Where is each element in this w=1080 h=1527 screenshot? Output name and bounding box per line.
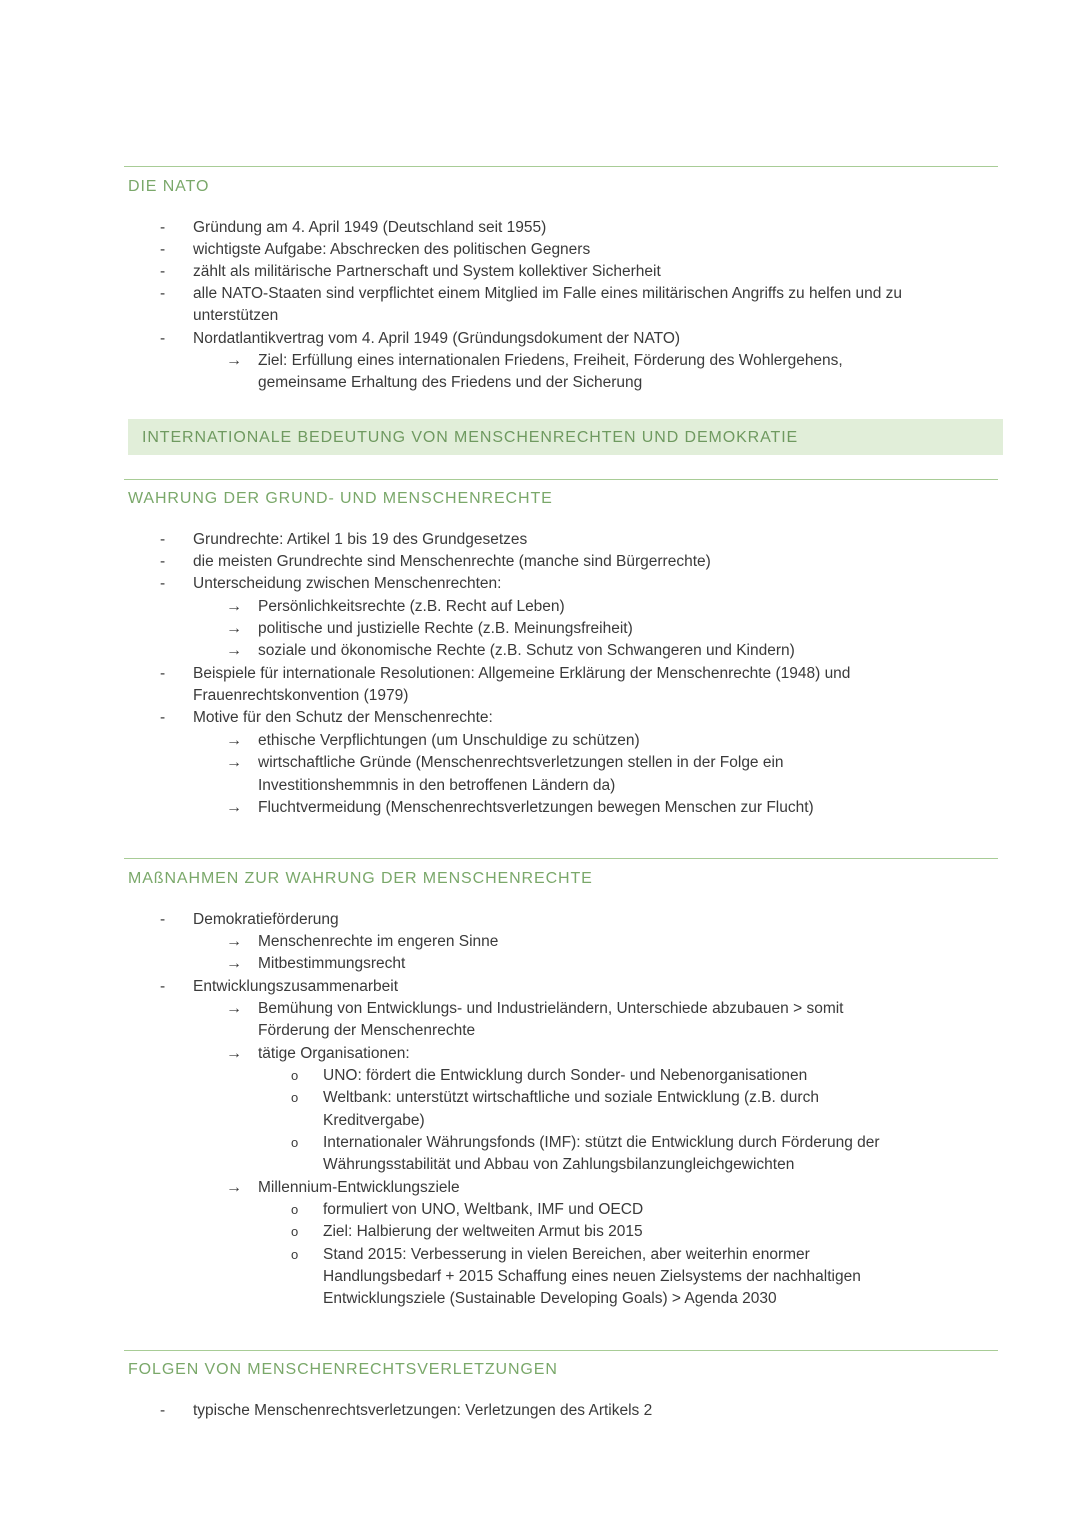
sub-item: Millennium-Entwicklungsziele xyxy=(258,1179,460,1196)
dash-marker: - xyxy=(160,553,166,570)
sub-item: Mitbestimmungsrecht xyxy=(258,955,406,972)
list-item: die meisten Grundrechte sind Menschenrechte (manche sind Bürgerrechte) xyxy=(193,553,711,570)
list-item: alle NATO-Staaten sind verpflichtet einem Mitglied im Falle eines militärischen Angriffs zu helfen und zu xyxy=(193,285,903,302)
list-item: Motive für den Schutz der Menschenrechte: xyxy=(193,709,493,726)
list-item: Entwicklungszusammenarbeit xyxy=(193,978,399,995)
dash-marker: - xyxy=(160,285,166,302)
list-item: wichtigste Aufgabe: Abschrecken des politischen Gegners xyxy=(193,241,591,258)
dash-marker: - xyxy=(160,263,166,280)
circle-bullet: o xyxy=(291,1090,299,1105)
heading-wahrung: WAHRUNG DER GRUND- UND MENSCHENRECHTE xyxy=(128,490,553,507)
sub-sub-item-continuation: Handlungsbedarf + 2015 Schaffung eines neuen Zielsystems der nachhaltigen xyxy=(323,1268,861,1285)
sub-item: Menschenrechte im engeren Sinne xyxy=(258,933,499,950)
dash-marker: - xyxy=(160,911,166,928)
arrow-icon: → xyxy=(226,620,242,637)
sub-item: Fluchtvermeidung (Menschenrechtsverletzungen bewegen Menschen zur Flucht) xyxy=(258,799,814,816)
sub-sub-item: Weltbank: unterstützt wirtschaftliche und soziale Entwicklung (z.B. durch xyxy=(323,1089,819,1106)
dash-marker: - xyxy=(160,709,166,726)
dash-marker: - xyxy=(160,531,166,548)
list-item: Demokratieförderung xyxy=(193,911,339,928)
dash-marker: - xyxy=(160,575,166,592)
arrow-icon: → xyxy=(226,598,242,615)
sub-item: Persönlichkeitsrechte (z.B. Recht auf Leben) xyxy=(258,598,565,615)
sub-item: Ziel: Erfüllung eines internationalen Friedens, Freiheit, Förderung des Wohlergehens, xyxy=(258,352,843,369)
arrow-icon: → xyxy=(226,933,242,950)
dash-marker: - xyxy=(160,978,166,995)
arrow-icon: → xyxy=(226,1179,242,1196)
list-item: Beispiele für internationale Resolutionen: Allgemeine Erklärung der Menschenrechte (1948) und xyxy=(193,665,851,682)
arrow-icon: → xyxy=(226,799,242,816)
list-item: Gründung am 4. April 1949 (Deutschland seit 1955) xyxy=(193,219,547,236)
section-divider xyxy=(124,858,998,859)
sub-item: politische und justizielle Rechte (z.B. Meinungsfreiheit) xyxy=(258,620,633,637)
section-divider xyxy=(124,479,998,480)
list-item: typische Menschenrechtsverletzungen: Verletzungen des Artikels 2 xyxy=(193,1402,653,1419)
sub-sub-item: Stand 2015: Verbesserung in vielen Bereichen, aber weiterhin enormer xyxy=(323,1246,810,1263)
heading-massnahmen: MAßNAHMEN ZUR WAHRUNG DER MENSCHENRECHTE xyxy=(128,870,593,887)
arrow-icon: → xyxy=(226,754,242,771)
sub-sub-item: UNO: fördert die Entwicklung durch Sonder- und Nebenorganisationen xyxy=(323,1067,808,1084)
sub-item: soziale und ökonomische Rechte (z.B. Schutz von Schwangeren und Kindern) xyxy=(258,642,795,659)
sub-item-continuation: gemeinsame Erhaltung des Friedens und der Sicherung xyxy=(258,374,643,391)
dash-marker: - xyxy=(160,219,166,236)
circle-bullet: o xyxy=(291,1068,299,1083)
arrow-icon: → xyxy=(226,642,242,659)
heading-nato: DIE NATO xyxy=(128,178,210,195)
sub-item: wirtschaftliche Gründe (Menschenrechtsverletzungen stellen in der Folge ein xyxy=(258,754,784,771)
dash-marker: - xyxy=(160,241,166,258)
sub-item-continuation: Förderung der Menschenrechte xyxy=(258,1022,476,1039)
section-banner xyxy=(128,419,1003,455)
arrow-icon: → xyxy=(226,1045,242,1062)
sub-sub-item-continuation: Kreditvergabe) xyxy=(323,1112,425,1129)
dash-marker: - xyxy=(160,330,166,347)
arrow-icon: → xyxy=(226,1000,242,1017)
sub-item: ethische Verpflichtungen (um Unschuldige zu schützen) xyxy=(258,732,640,749)
circle-bullet: o xyxy=(291,1202,299,1217)
circle-bullet: o xyxy=(291,1247,299,1262)
sub-sub-item: Internationaler Währungsfonds (IMF): stützt die Entwicklung durch Förderung der xyxy=(323,1134,880,1151)
arrow-icon: → xyxy=(226,352,242,369)
sub-sub-item-continuation: Währungsstabilität und Abbau von Zahlungsbilanzungleichgewichten xyxy=(323,1156,795,1173)
sub-sub-item: formuliert von UNO, Weltbank, IMF und OECD xyxy=(323,1201,644,1218)
sub-item-continuation: Investitionshemmnis in den betroffenen Ländern da) xyxy=(258,777,616,794)
sub-item: tätige Organisationen: xyxy=(258,1045,410,1062)
circle-bullet: o xyxy=(291,1224,299,1239)
section-divider xyxy=(124,1350,998,1351)
list-item: Grundrechte: Artikel 1 bis 19 des Grundgesetzes xyxy=(193,531,528,548)
list-item: Nordatlantikvertrag vom 4. April 1949 (Gründungsdokument der NATO) xyxy=(193,330,681,347)
list-item: zählt als militärische Partnerschaft und System kollektiver Sicherheit xyxy=(193,263,661,280)
dash-marker: - xyxy=(160,665,166,682)
circle-bullet: o xyxy=(291,1135,299,1150)
banner-title: INTERNATIONALE BEDEUTUNG VON MENSCHENRECHTEN UND DEMOKRATIE xyxy=(142,429,799,446)
dash-marker: - xyxy=(160,1402,166,1419)
section-divider xyxy=(124,166,998,167)
arrow-icon: → xyxy=(226,955,242,972)
list-item-continuation: Frauenrechtskonvention (1979) xyxy=(193,687,409,704)
sub-sub-item-continuation: Entwicklungsziele (Sustainable Developing Goals) > Agenda 2030 xyxy=(323,1290,777,1307)
sub-sub-item: Ziel: Halbierung der weltweiten Armut bis 2015 xyxy=(323,1223,643,1240)
sub-item: Bemühung von Entwicklungs- und Industrieländern, Unterschiede abzubauen > somit xyxy=(258,1000,844,1017)
list-item-continuation: unterstützen xyxy=(193,307,279,324)
heading-folgen: FOLGEN VON MENSCHENRECHTSVERLETZUNGEN xyxy=(128,1361,558,1378)
arrow-icon: → xyxy=(226,732,242,749)
list-item: Unterscheidung zwischen Menschenrechten: xyxy=(193,575,502,592)
